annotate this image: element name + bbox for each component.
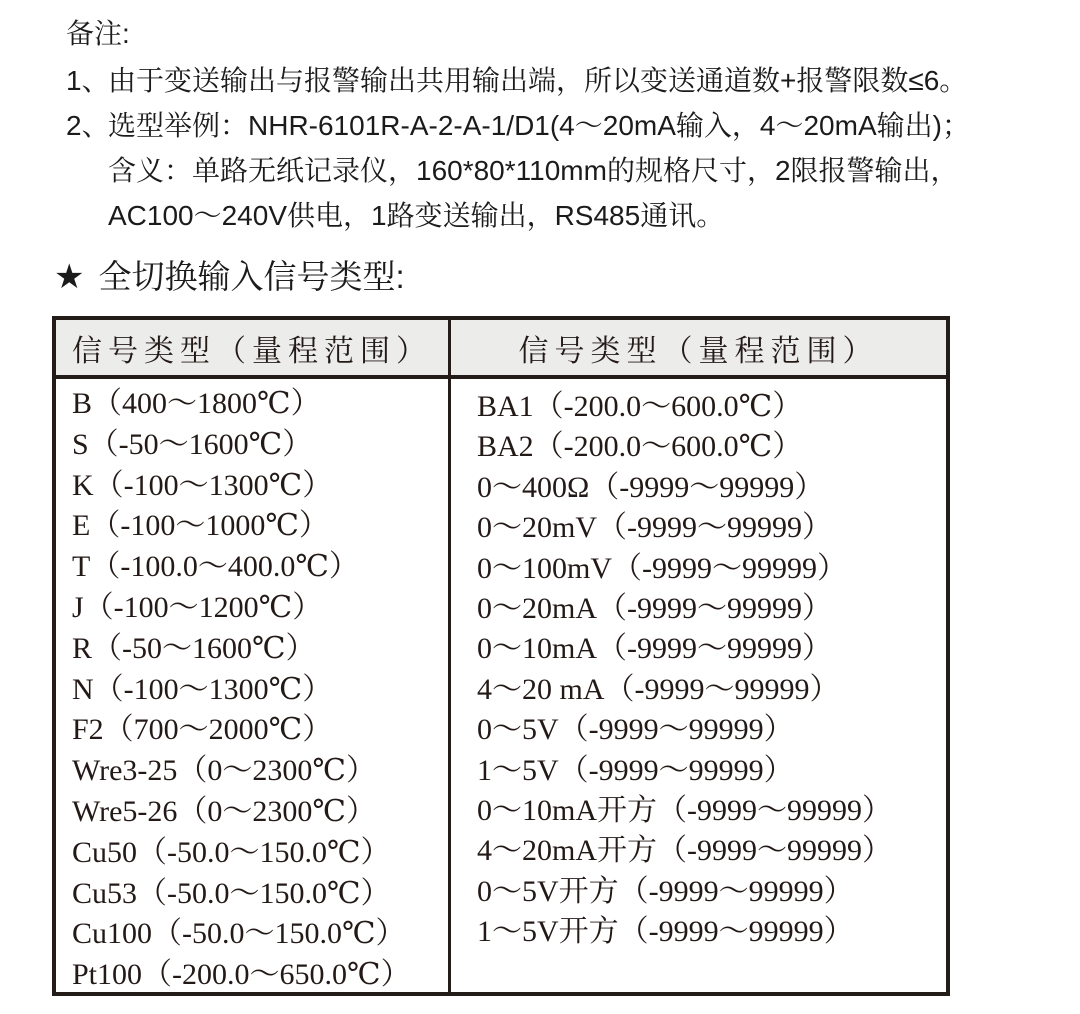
table-row: BA1（-200.0～600.0℃）	[477, 390, 803, 423]
table-row: 4～20 mA（-9999～99999）	[477, 672, 840, 706]
table-row: Wre3-25（0～2300℃）	[72, 754, 376, 788]
table-row: J（-100～1200℃）	[72, 590, 323, 624]
table-row: 4～20mA开方（-9999～99999）	[477, 834, 892, 868]
header-cell-left: 信号类型（量程范围）	[56, 320, 451, 375]
table-header-row	[56, 320, 946, 379]
table-row: K（-100～1300℃）	[72, 468, 333, 502]
table-row: 0～10mA开方（-9999～99999）	[477, 794, 892, 828]
section-title: 全切换输入信号类型:	[98, 258, 405, 295]
note-item-1	[66, 58, 1080, 103]
note-item-2	[66, 103, 1080, 238]
table-row: 0～400Ω（-9999～99999）	[477, 470, 825, 504]
table-row: 0～20mV（-9999～99999）	[477, 511, 832, 545]
table-row: 0～100mV（-9999～99999）	[477, 551, 847, 585]
table-row: N（-100～1300℃）	[72, 672, 333, 706]
note-1-line-1: 由于变送输出与报警输出共用输出端，所以变送通道数+报警限数≤6。	[108, 65, 968, 96]
note-2-line-3: AC100～240V供电，1路变送输出，RS485通讯。	[108, 200, 725, 231]
table-row: E（-100～1000℃）	[72, 509, 329, 543]
table-row: 0～20mA（-9999～99999）	[477, 592, 832, 626]
table-row: F2（700～2000℃）	[72, 713, 333, 747]
note-2-line-2: 含义：单路无纸记录仪，160*80*110mm的规格尺寸，2限报警输出，	[108, 155, 959, 186]
table-row: Wre5-26（0～2300℃）	[72, 794, 376, 828]
table-body	[56, 379, 946, 996]
header-cell-right: 信号类型（量程范围）	[518, 334, 879, 368]
note-1-lines	[108, 58, 1080, 103]
note-2-lines	[108, 103, 1080, 238]
table-row: Cu53（-50.0～150.0℃）	[72, 876, 391, 910]
table-row: S（-50～1600℃）	[72, 427, 313, 461]
table-column-right	[451, 379, 946, 996]
table-row: 0～5V开方（-9999～99999）	[477, 874, 854, 908]
table-row: 1～5V开方（-9999～99999）	[477, 915, 854, 949]
note-1-marker: 1、	[66, 65, 110, 96]
table-row: 1～5V（-9999～99999）	[477, 753, 794, 787]
table-row: BA2（-200.0～600.0℃）	[477, 430, 803, 464]
table-row: Cu50（-50.0～150.0℃）	[72, 835, 391, 869]
table-row: T（-100.0～400.0℃）	[72, 550, 359, 584]
note-2-marker: 2、	[66, 110, 110, 141]
table-row: Cu100（-50.0～150.0℃）	[72, 917, 406, 951]
notes-title: 备注:	[66, 18, 130, 49]
notes-section	[0, 0, 1080, 238]
signal-type-table	[52, 316, 950, 996]
star-icon: ★	[54, 258, 85, 296]
table-row: Pt100（-200.0～650.0℃）	[72, 958, 411, 992]
table-row: R（-50～1600℃）	[72, 631, 316, 665]
table-column-left	[56, 379, 451, 996]
table-row: 0～5V（-9999～99999）	[477, 713, 794, 747]
table-row: B（400～1800℃）	[72, 387, 321, 420]
table-row: 0～10mA（-9999～99999）	[477, 632, 832, 666]
section-heading	[0, 254, 1080, 300]
note-2-line-1: 选型举例：NHR-6101R-A-2-A-1/D1(4～20mA输入，4～20mA输出)；	[108, 110, 970, 141]
